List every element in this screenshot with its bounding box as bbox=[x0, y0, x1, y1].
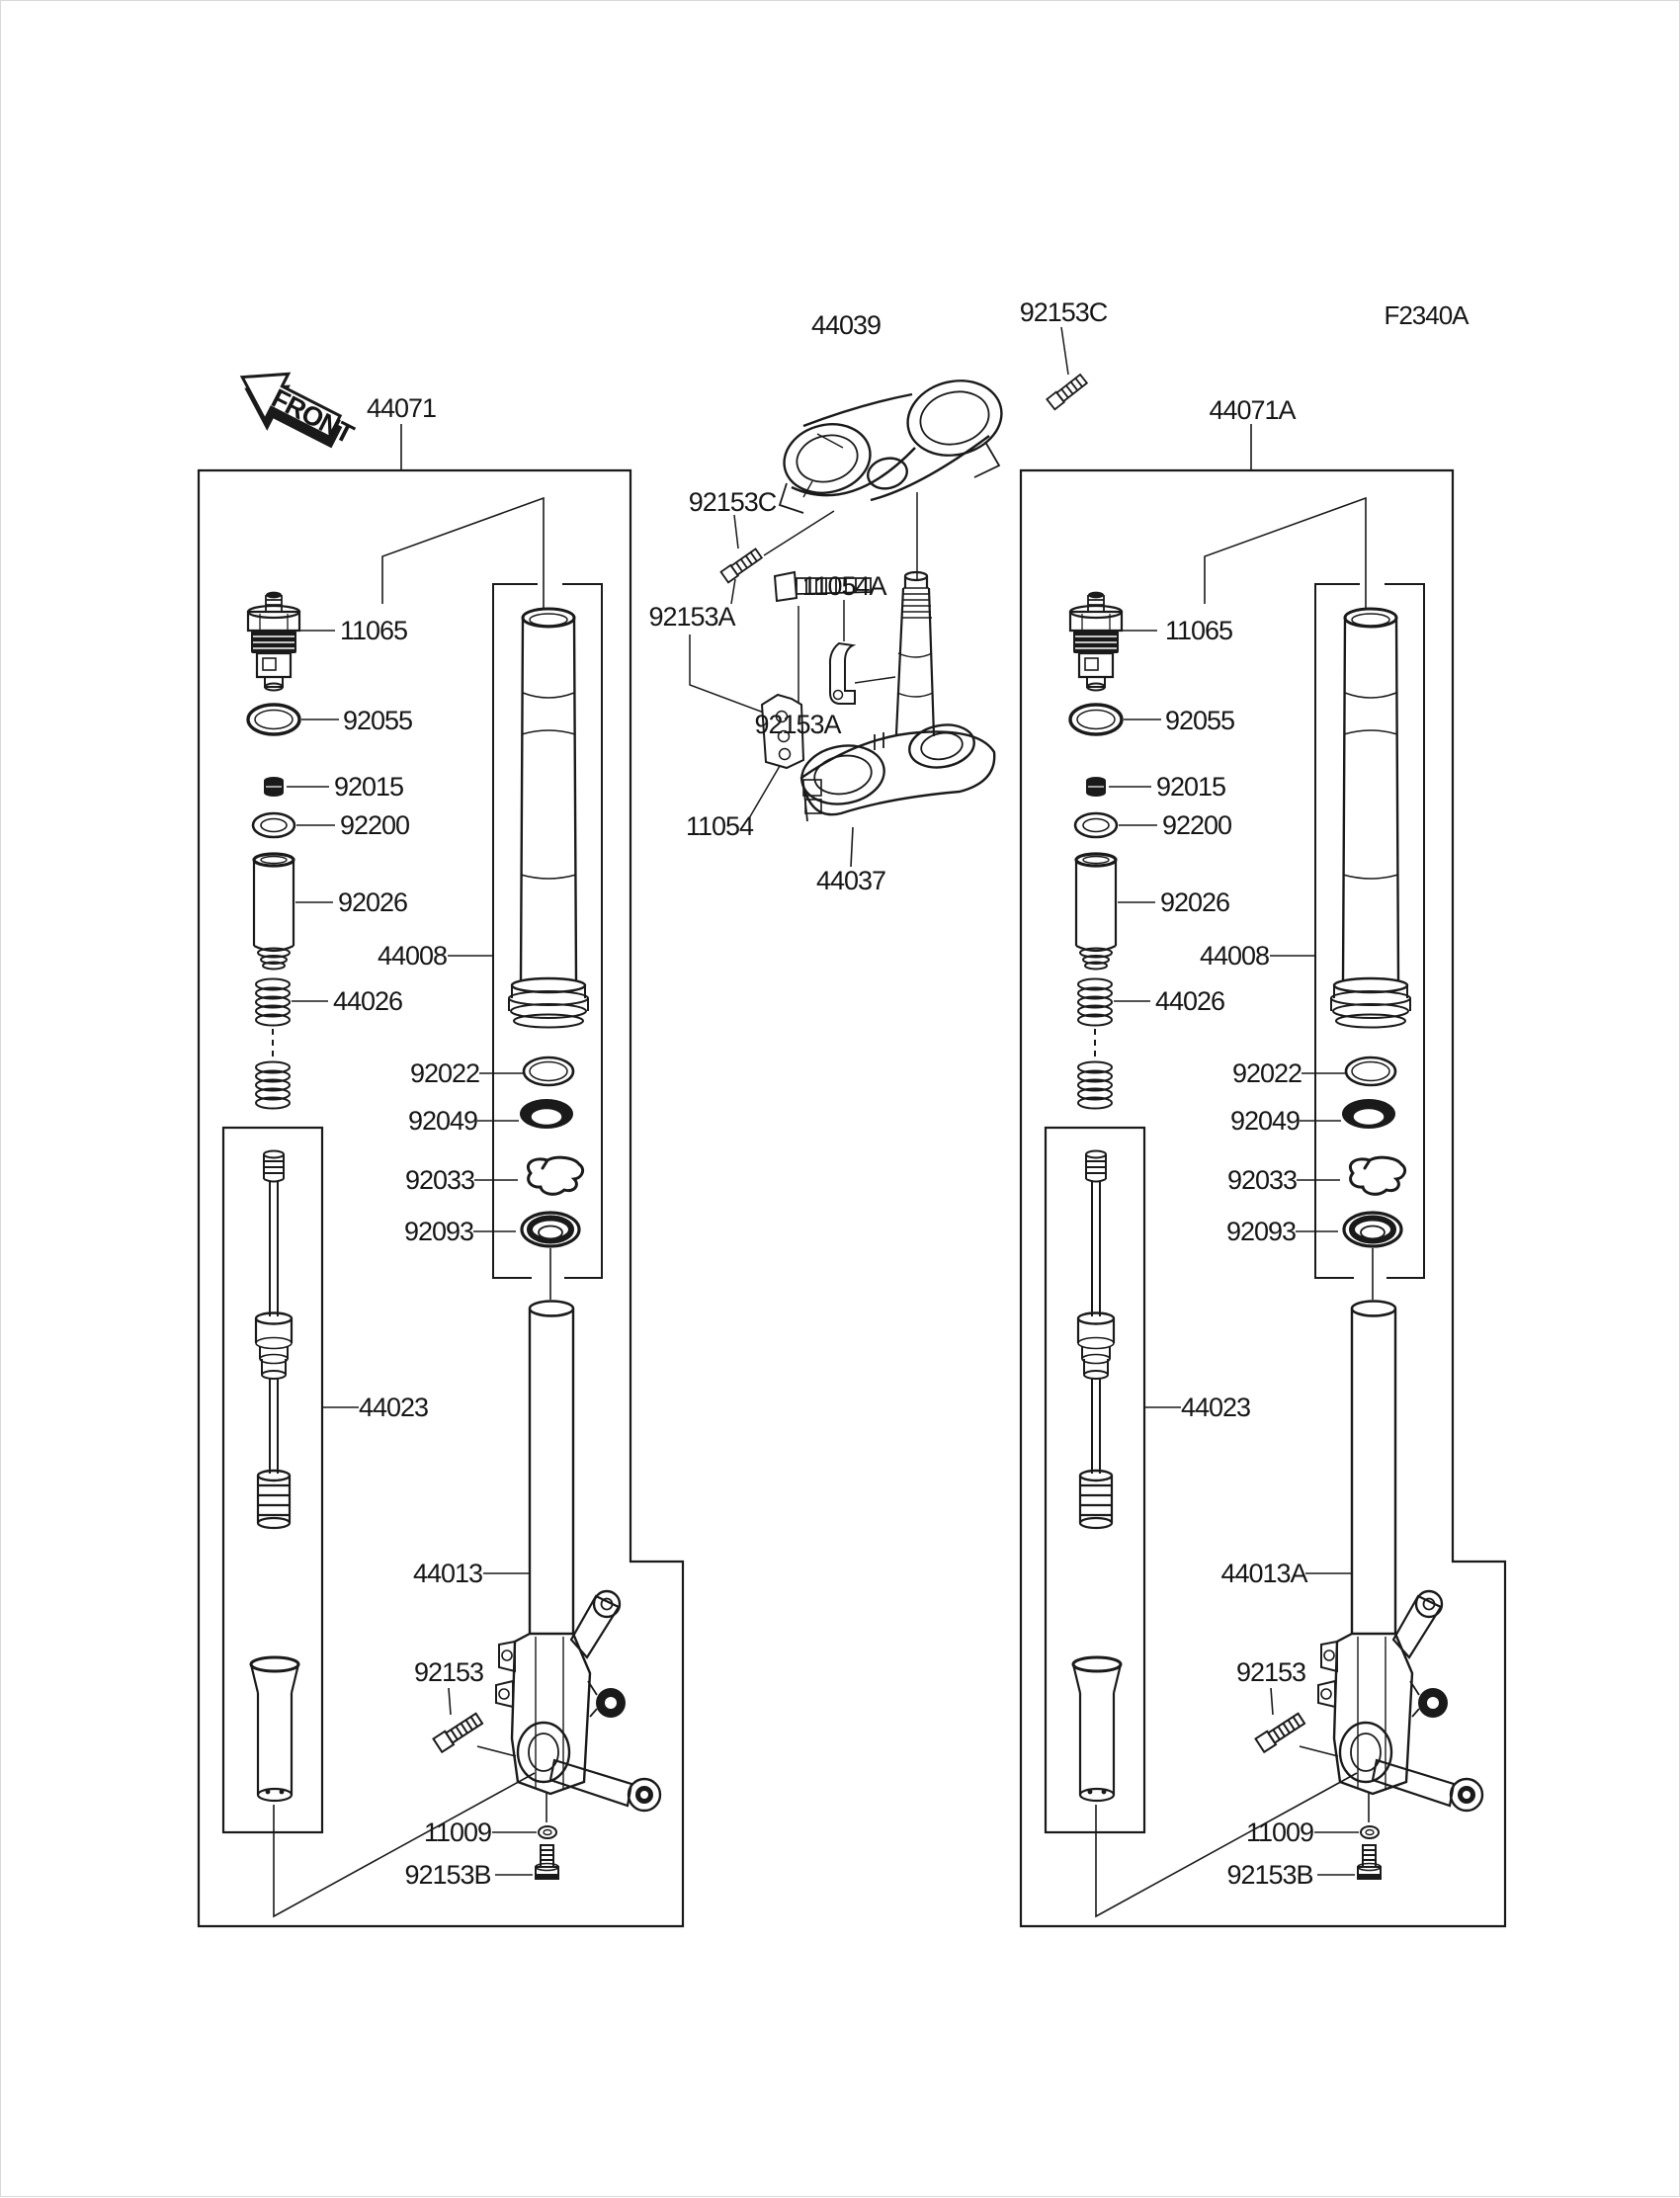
label-92153c-side: 92153C bbox=[688, 487, 777, 517]
label-44071: 44071 bbox=[366, 393, 437, 423]
label-92153-r: 92153 bbox=[1235, 1657, 1306, 1687]
left-fork-graphics bbox=[199, 470, 683, 1926]
label-92153: 92153 bbox=[413, 1657, 484, 1687]
label-92093-r: 92093 bbox=[1225, 1217, 1297, 1246]
label-92049-r: 92049 bbox=[1229, 1106, 1301, 1136]
label-44013: 44013 bbox=[412, 1559, 483, 1588]
label-92055-r: 92055 bbox=[1164, 706, 1235, 735]
label-44023: 44023 bbox=[358, 1393, 429, 1422]
label-44026: 44026 bbox=[332, 986, 403, 1016]
label-92033-r: 92033 bbox=[1226, 1165, 1298, 1195]
steering-stem-cluster bbox=[690, 327, 1087, 867]
label-92153b-r: 92153B bbox=[1226, 1860, 1313, 1890]
label-92055: 92055 bbox=[342, 706, 413, 735]
label-11009: 11009 bbox=[423, 1818, 492, 1847]
label-92093: 92093 bbox=[403, 1217, 474, 1246]
label-44026-r: 44026 bbox=[1154, 986, 1225, 1016]
label-92026-r: 92026 bbox=[1159, 888, 1230, 917]
label-92153a-1: 92153A bbox=[648, 602, 735, 632]
label-44071a: 44071A bbox=[1209, 395, 1296, 425]
label-44013a: 44013A bbox=[1220, 1559, 1307, 1588]
label-44037: 44037 bbox=[815, 866, 886, 895]
label-92153b: 92153B bbox=[404, 1860, 491, 1890]
label-92200-r: 92200 bbox=[1161, 810, 1232, 840]
label-92153a-2: 92153A bbox=[754, 710, 841, 739]
label-11054a: 11054A bbox=[801, 571, 886, 601]
center-labels bbox=[648, 297, 1107, 895]
label-44039: 44039 bbox=[810, 310, 882, 340]
front-fork-parts-diagram bbox=[1, 1, 1680, 2198]
right-fork-graphics bbox=[1021, 470, 1505, 1926]
front-direction-arrow bbox=[225, 356, 364, 466]
label-11065-r: 11065 bbox=[1164, 616, 1233, 645]
label-92153c-top: 92153C bbox=[1019, 297, 1108, 327]
label-92015: 92015 bbox=[333, 772, 404, 802]
label-11054: 11054 bbox=[685, 811, 754, 841]
label-92026: 92026 bbox=[337, 888, 408, 917]
label-44008-r: 44008 bbox=[1199, 941, 1270, 971]
front-label: FRONT bbox=[266, 382, 358, 450]
label-44023-r: 44023 bbox=[1180, 1393, 1251, 1422]
label-92033: 92033 bbox=[404, 1165, 475, 1195]
left-fork-assembly bbox=[199, 393, 683, 1926]
diagram-code: F2340A bbox=[1384, 300, 1469, 330]
label-44008: 44008 bbox=[377, 941, 448, 971]
label-11009-r: 11009 bbox=[1245, 1818, 1314, 1847]
label-92049: 92049 bbox=[407, 1106, 478, 1136]
label-11065: 11065 bbox=[339, 616, 408, 645]
label-92022: 92022 bbox=[409, 1058, 480, 1088]
label-92022-r: 92022 bbox=[1231, 1058, 1302, 1088]
label-92015-r: 92015 bbox=[1155, 772, 1226, 802]
right-fork-assembly bbox=[1021, 395, 1505, 1926]
label-92200: 92200 bbox=[339, 810, 410, 840]
